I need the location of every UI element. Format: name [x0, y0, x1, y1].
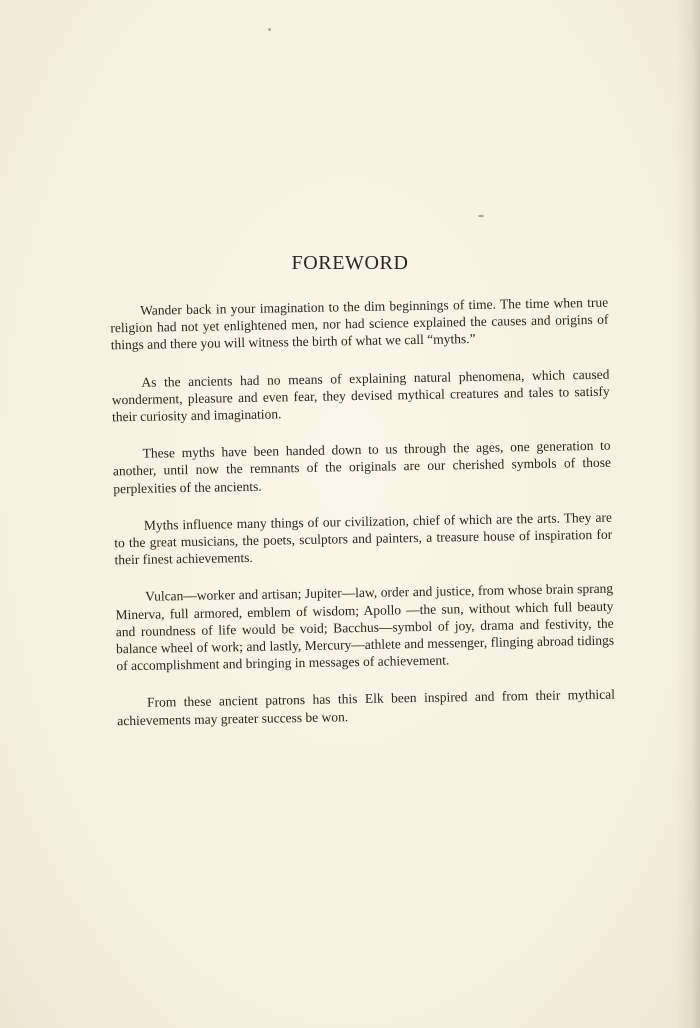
paragraph: Wander back in your imagination to the dim beginnings of time. The time when true religion had not yet enlightened men, nor had science explained the causes and origins of things and there you will witness the birth of what we call “myths.”: [110, 294, 609, 353]
foreword-body: [110, 294, 616, 749]
paragraph: As the ancients had no means of explaining natural phenomena, which caused wonderment, pleasure and even fear, they devised mythical creatures and tales to satisfy their curiosity and imagination.: [111, 366, 610, 425]
paper-speck: [268, 28, 271, 31]
page-title: FOREWORD: [291, 252, 409, 274]
paragraph: These myths have been handed down to us through the ages, one generation to another, until now the remnants of the originals are our cherished symbols of those perplexities of the ancients.: [112, 437, 612, 496]
paper-speck: [478, 215, 484, 217]
paragraph: From these ancient patrons has this Elk been inspired and from their mythical achievements may greater success be won.: [117, 687, 616, 728]
paragraph: Myths influence many things of our civilization, chief of which are the arts. They are to the great musicians, the poets, sculptors and painters, a treasure house of inspiration for their finest achievements.: [114, 509, 613, 568]
paragraph: Vulcan—worker and artisan; Jupiter—law, order and justice, from whose brain sprang Minerva, full armored, emblem of wisdom; Apollo —the sun, without which full beauty and roundness of life would be void; Bacchus—symbol of joy, drama and festivity, the balance wheel of work; and lastly, Mercury—athlete and messenger, flinging abroad tidings of accomplishment and bringing in messages of achievement.: [115, 581, 615, 674]
page-edge-shadow: [676, 0, 700, 1028]
